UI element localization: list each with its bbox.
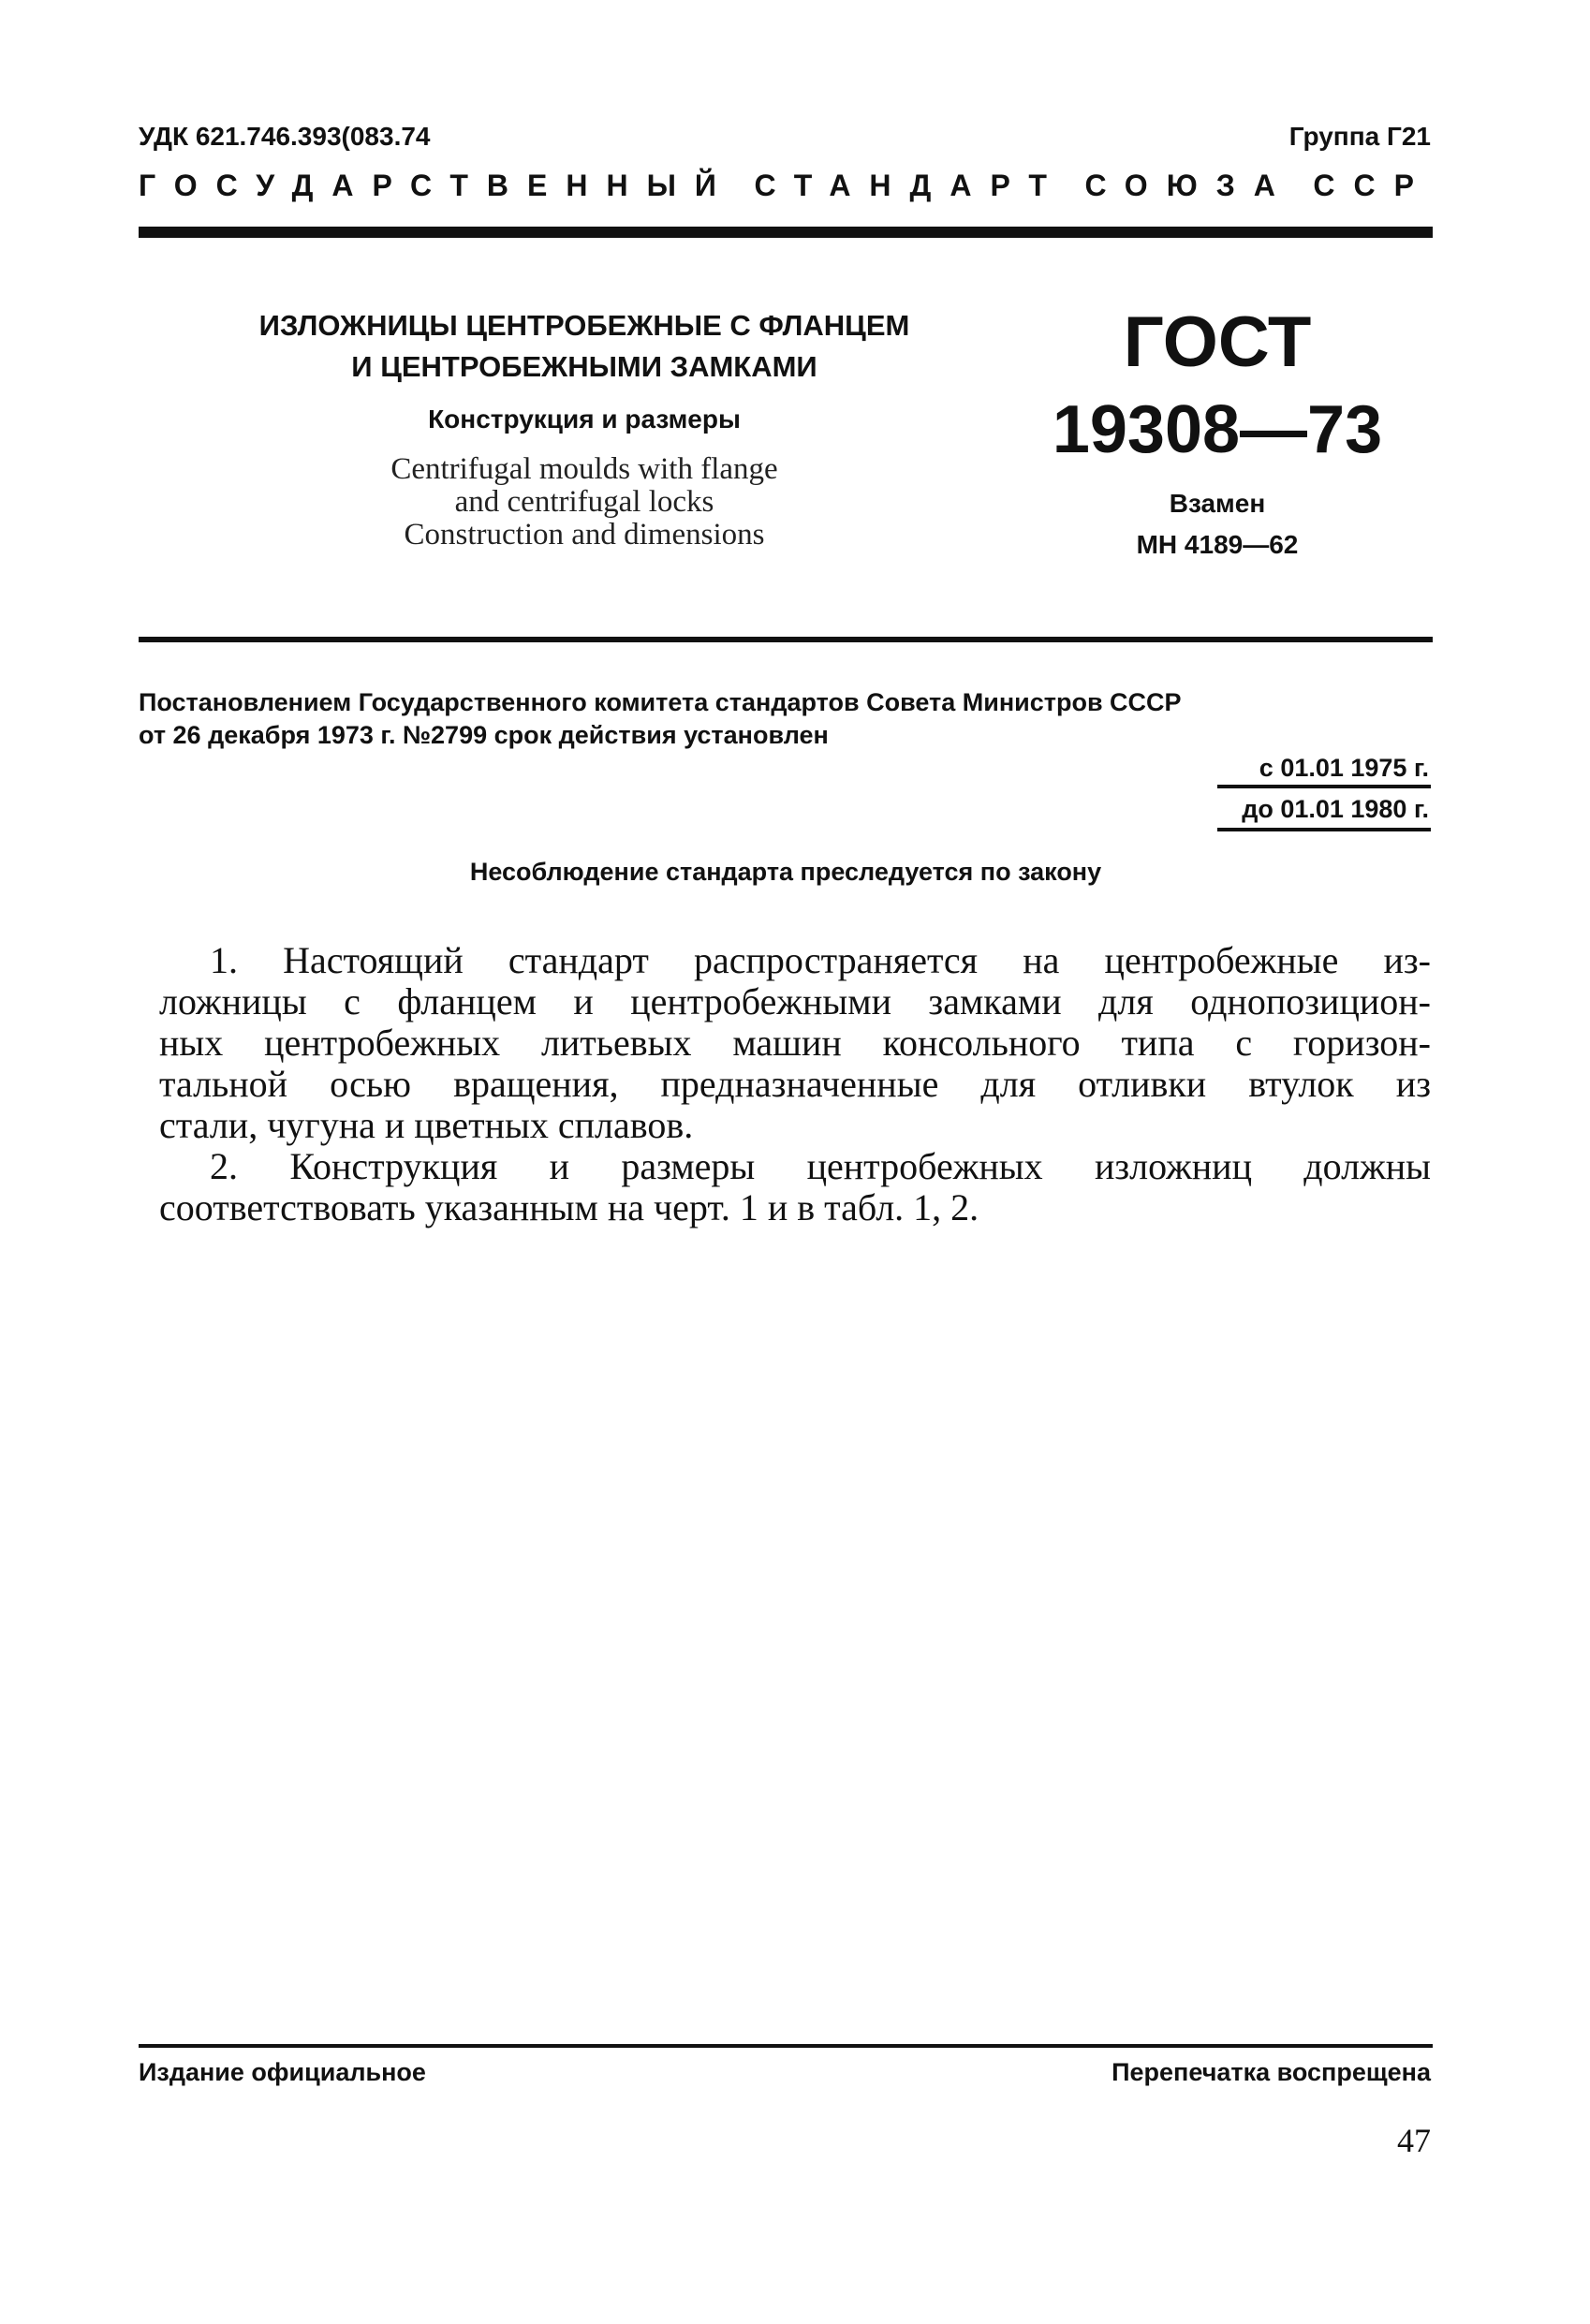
validity-from: с 01.01 1975 г. xyxy=(1259,754,1429,782)
legal-warning: Несоблюдение стандарта преследуется по закону xyxy=(469,858,1102,886)
footer-rule xyxy=(139,2044,1433,2048)
body-line: соответствовать указанным на черт. 1 и в табл. 1, 2. xyxy=(159,1186,979,1228)
replaces-label: Взамен xyxy=(1169,489,1266,518)
title-ru-subtitle: Конструкция и размеры xyxy=(428,404,741,434)
title-ru-line2: И ЦЕНТРОБЕЖНЫМИ ЗАМКАМИ xyxy=(351,350,817,383)
body-line: 1. Настоящий стандарт распространяется на центробежные из- xyxy=(210,939,1431,981)
reprint-prohibited: Перепечатка воспрещена xyxy=(1112,2058,1431,2086)
body-text xyxy=(159,940,1431,1228)
title-ru-line1: ИЗЛОЖНИЦЫ ЦЕНТРОБЕЖНЫЕ С ФЛАНЦЕМ xyxy=(258,309,910,342)
validity-to: до 01.01 1980 г. xyxy=(1242,795,1429,823)
page-number: 47 xyxy=(1397,2122,1431,2159)
validity-underline xyxy=(1217,828,1431,831)
title-en-line3: Construction and dimensions xyxy=(404,518,765,552)
group-code: Группа Г21 xyxy=(1288,122,1431,151)
heading-word: СТАНДАРТ xyxy=(754,169,1066,202)
title-en-line2: and centrifugal locks xyxy=(454,485,714,519)
decree-line1: Постановлением Государственного комитета стандартов Совета Министров СССР xyxy=(139,688,1182,716)
heading-word: ССР xyxy=(1313,169,1433,202)
validity-underline xyxy=(1217,785,1431,788)
section-rule xyxy=(139,637,1433,642)
replaces-value: МН 4189—62 xyxy=(1136,530,1299,559)
gost-label: ГОСТ xyxy=(1123,302,1312,382)
body-line: стали, чугуна и цветных сплавов. xyxy=(159,1104,694,1146)
body-line: 2. Конструкция и размеры центробежных изложниц должны xyxy=(210,1145,1431,1187)
body-line: ных центробежных литьевых машин консольного типа с горизон- xyxy=(159,1022,1431,1064)
gost-number: 19308—73 xyxy=(1052,392,1383,467)
heading-word: СОЮЗА xyxy=(1084,169,1294,202)
official-edition: Издание официальное xyxy=(139,2058,426,2086)
body-line: ложницы с фланцем и центробежными замками для однопозицион- xyxy=(159,980,1431,1022)
body-line: тальной осью вращения, предназначенные для отливки втулок из xyxy=(159,1063,1431,1105)
title-en-line1: Centrifugal moulds with flange xyxy=(390,452,778,486)
udk-code: УДК 621.746.393(083.74 xyxy=(139,122,431,151)
decree-line2: от 26 декабря 1973 г. №2799 срок действия установлен xyxy=(139,721,829,749)
header-rule xyxy=(139,227,1433,238)
state-standard-heading xyxy=(139,169,1433,203)
heading-word: ГОСУДАРСТВЕННЫЙ xyxy=(139,169,735,202)
